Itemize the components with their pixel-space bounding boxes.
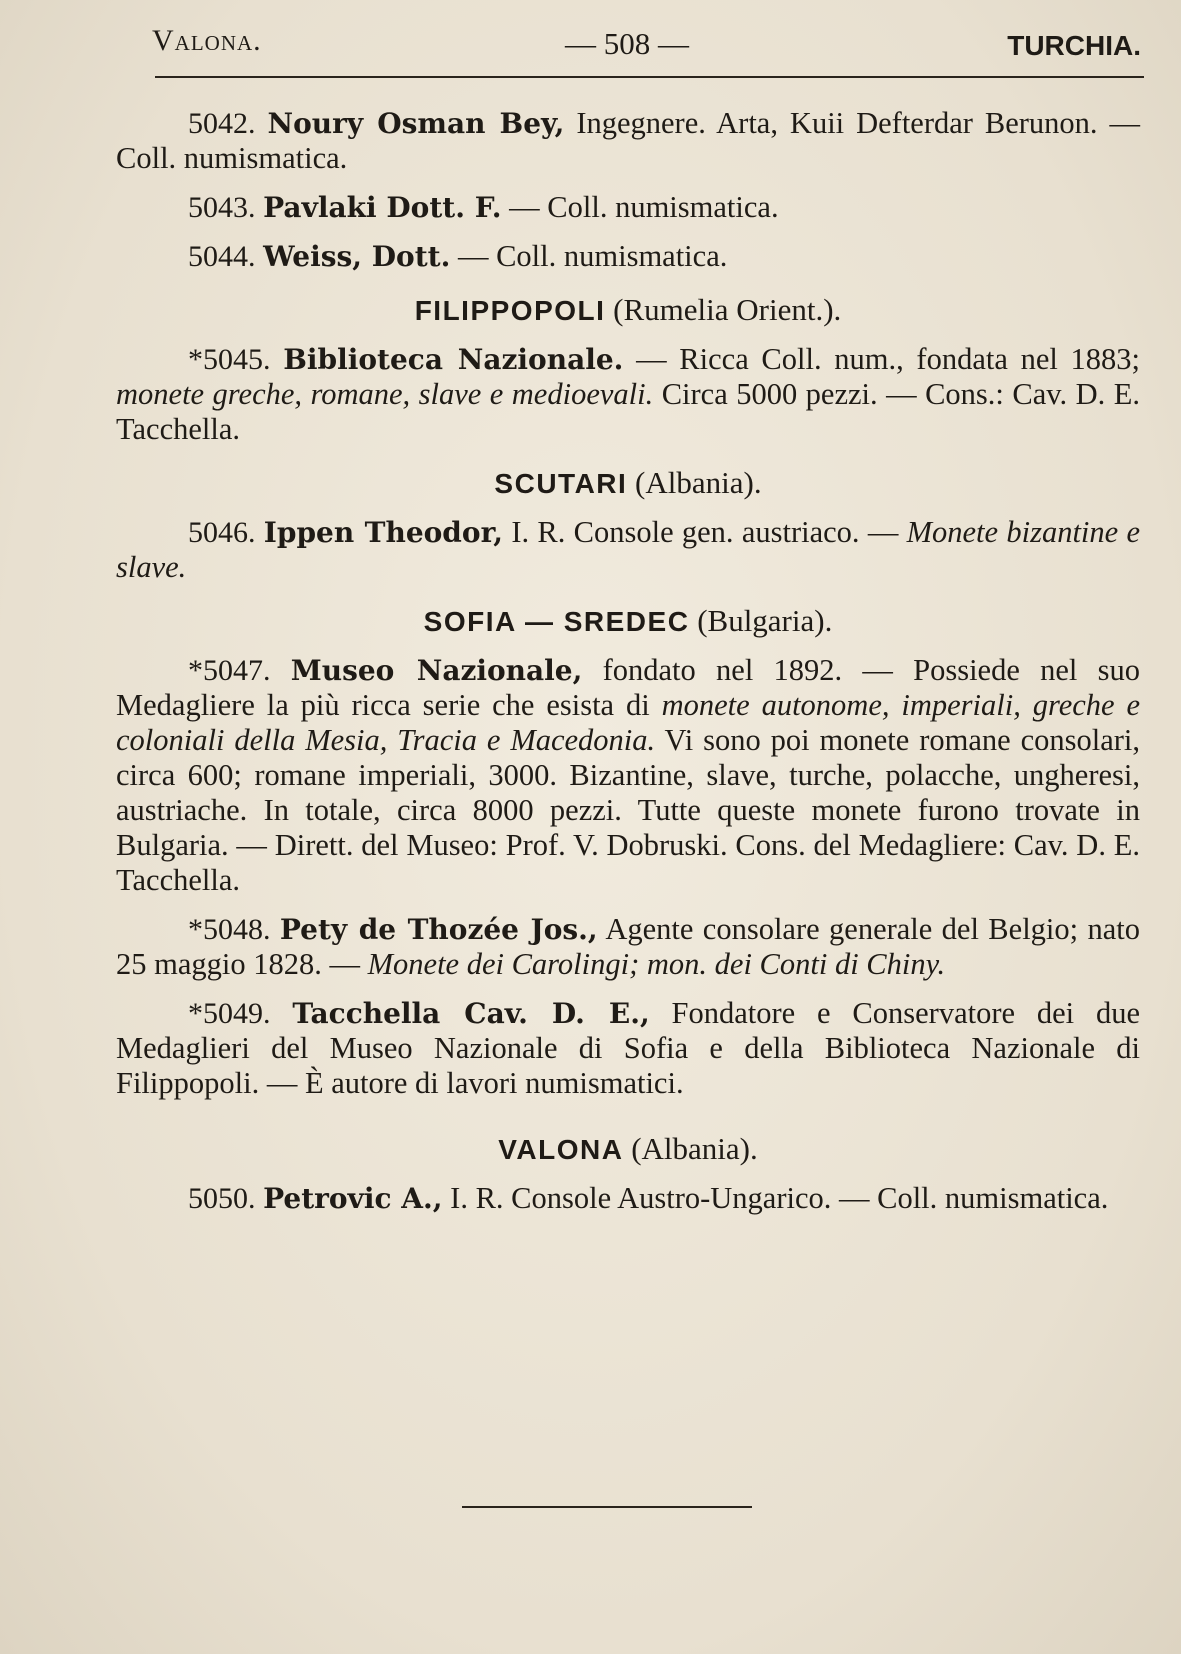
entry-text: — Ricca Coll. num., fondata nel 1883; (623, 342, 1140, 376)
running-head (152, 24, 1141, 76)
section-city: SCUTARI (494, 468, 628, 499)
entry-text: — Coll. numismatica. (450, 239, 728, 273)
entry-name: Biblioteca Nazionale. (283, 343, 624, 376)
section-region: (Albania). (635, 465, 762, 500)
entry-text: Fondatore e Conservatore dei due Medaglieri del Museo Nazionale di Sofia e della Biblioteca Nazionale di Filippopoli. — È autore di lavori numismatici. (116, 996, 1140, 1100)
section-region: (Albania). (631, 1131, 758, 1166)
entry-tail-text: Vi sono poi monete romane consolari, circa 600; romane imperiali, 3000. Bizantine, slave, turche, polacche, ungheresi, austriache. In totale, circa 8000 pezzi. Tutte queste monete furono trovate in Bulgaria. — Dirett. del Museo: Prof. V. Dobruski. Cons. del Medagliere: Cav. D. E. Tacchella. (116, 723, 1140, 897)
entry-text: I. R. Console Austro-Ungarico. — Coll. numismatica. (442, 1181, 1109, 1215)
entry-number: *5047. (188, 654, 271, 687)
entry-tail-text: Circa 5000 pezzi. — Cons.: Cav. D. E. Tacchella. (116, 377, 1140, 446)
entry-number: 5043. (188, 191, 256, 224)
page-number: — 508 — (565, 26, 689, 61)
section-city: SOFIA — SREDEC (423, 606, 690, 637)
section-city: VALONA (498, 1134, 624, 1165)
entry-number: 5046. (188, 516, 256, 549)
entry-number: *5045. (188, 343, 271, 376)
entry (116, 1181, 1140, 1216)
entry-text: — Coll. numismatica. (501, 190, 779, 224)
page-body (116, 106, 1140, 1230)
header-rule (155, 76, 1144, 78)
section-heading (116, 292, 1140, 328)
entry-name: Pety de Thozée Jos., (279, 913, 598, 946)
entry (116, 912, 1140, 982)
section-heading (116, 603, 1140, 639)
entry-italic-text: monete autonome, imperiali, greche e coloniali della Mesia, Tracia e Macedonia. (116, 688, 1140, 757)
entry-name: Tacchella Cav. D. E., (292, 997, 650, 1030)
entry-name: Ippen Theodor, (263, 516, 504, 549)
entry-text: fondato nel 1892. — Possiede nel suo Medagliere la più ricca serie che esista di (116, 653, 1140, 722)
entry-name: Museo Nazionale, (290, 654, 583, 687)
entry (116, 515, 1140, 585)
section-region: (Rumelia Orient.). (613, 292, 842, 327)
entry (116, 342, 1140, 447)
entry-text: I. R. Console gen. austriaco. — (503, 515, 907, 549)
entry-number: 5042. (188, 107, 256, 140)
section-heading (116, 1131, 1140, 1167)
section-region: (Bulgaria). (697, 603, 833, 638)
entry (116, 996, 1140, 1101)
entry-name: Weiss, Dott. (263, 240, 451, 273)
entry-number: *5049. (188, 997, 271, 1030)
entry-number: 5050. (188, 1182, 256, 1215)
entry-name: Pavlaki Dott. F. (263, 191, 502, 224)
entry (116, 106, 1140, 176)
entry (116, 239, 1140, 274)
entry-number: *5048. (188, 913, 271, 946)
entry-name: Petrovic A., (263, 1182, 443, 1215)
entry-name: Noury Osman Bey, (267, 107, 565, 140)
entry-italic-text: monete greche, romane, slave e medioevali. (116, 377, 654, 411)
entry-text: Ingegnere. Arta, Kuii Defterdar Berunon. — Coll. numismatica. (116, 106, 1141, 175)
end-rule (462, 1506, 752, 1508)
running-head-country: TURCHIA. (1007, 30, 1141, 61)
section-city: FILIPPOPOLI (414, 295, 606, 326)
entry-italic-text: Monete dei Carolingi; mon. dei Conti di Chiny. (367, 947, 946, 981)
entry-italic-text: Monete bizantine e slave. (116, 515, 1140, 584)
entry (116, 653, 1140, 898)
entry-number: 5044. (188, 240, 256, 273)
running-head-place: Valona. (152, 24, 262, 57)
entry (116, 190, 1140, 225)
section-heading (116, 465, 1140, 501)
entry-text: Agente consolare generale del Belgio; nato 25 maggio 1828. — (116, 912, 1140, 981)
